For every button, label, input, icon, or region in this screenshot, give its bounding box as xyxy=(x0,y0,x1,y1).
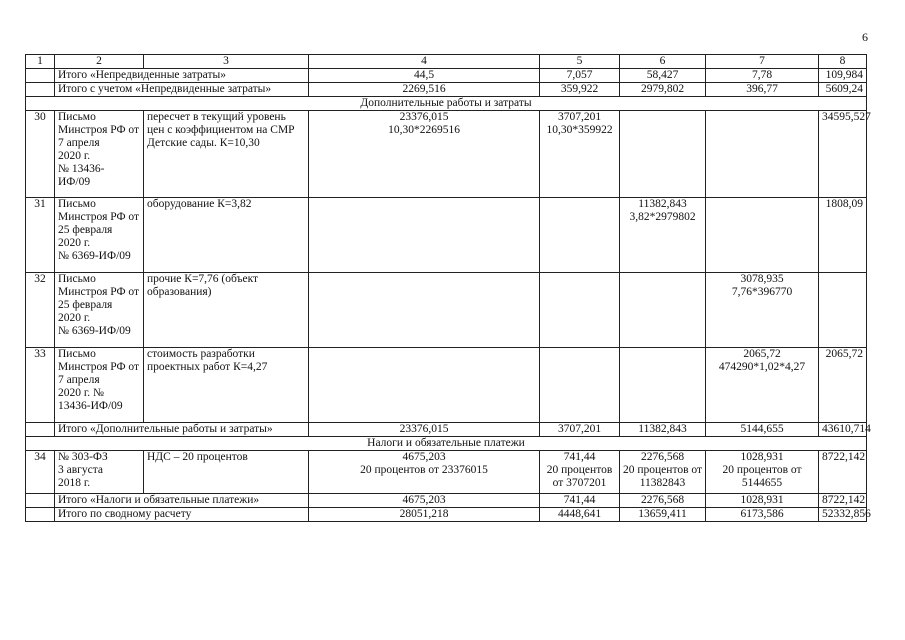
column-number-row xyxy=(26,55,867,69)
column-number: 8 xyxy=(819,55,867,69)
value-cell: 3078,935 7,76*396770 xyxy=(706,273,819,348)
total-row xyxy=(26,494,867,508)
value-cell xyxy=(819,273,867,348)
value-cell: 4675,203 xyxy=(309,494,540,508)
summary-estimate-table xyxy=(25,54,871,522)
column-number: 7 xyxy=(706,55,819,69)
value-cell: 23376,015 xyxy=(309,423,540,437)
value-cell: 13659,411 xyxy=(620,508,706,522)
basis-document: Письмо Минстроя РФ от 25 февраля 2020 г. № 6369-ИФ/09 xyxy=(55,198,144,273)
table-row xyxy=(26,111,867,198)
value-cell xyxy=(540,273,620,348)
value-cell: 34595,527 xyxy=(819,111,867,198)
total-label: Итого «Непредвиденные затраты» xyxy=(55,69,309,83)
section-header-row xyxy=(26,437,867,451)
value-cell: 1808,09 xyxy=(819,198,867,273)
basis-document: Письмо Минстроя РФ от 7 апреля 2020 г. № 13436-ИФ/09 xyxy=(55,348,144,423)
row-number: 33 xyxy=(26,348,55,423)
value-cell: 28051,218 xyxy=(309,508,540,522)
value-cell: 2276,568 20 процентов от 11382843 xyxy=(620,451,706,494)
section-title: Дополнительные работы и затраты xyxy=(26,97,867,111)
empty-cell xyxy=(26,494,55,508)
value-cell: 2065,72 474290*1,02*4,27 xyxy=(706,348,819,423)
value-cell: 43610,714 xyxy=(819,423,867,437)
value-cell xyxy=(309,273,540,348)
value-cell: 1028,931 20 процентов от 5144655 xyxy=(706,451,819,494)
value-cell: 44,5 xyxy=(309,69,540,83)
column-number: 3 xyxy=(144,55,309,69)
value-cell: 2979,802 xyxy=(620,83,706,97)
value-cell: 5609,24 xyxy=(819,83,867,97)
value-cell: 6173,586 xyxy=(706,508,819,522)
value-cell: 4675,203 20 процентов от 23376015 xyxy=(309,451,540,494)
total-row xyxy=(26,69,867,83)
work-description: прочие К=7,76 (объект образования) xyxy=(144,273,309,348)
work-description: НДС – 20 процентов xyxy=(144,451,309,494)
page-number: 6 xyxy=(862,30,868,44)
column-number: 4 xyxy=(309,55,540,69)
empty-cell xyxy=(26,423,55,437)
total-row xyxy=(26,83,867,97)
value-cell xyxy=(706,198,819,273)
table-row xyxy=(26,198,867,273)
value-cell xyxy=(620,348,706,423)
value-cell: 58,427 xyxy=(620,69,706,83)
value-cell xyxy=(620,111,706,198)
value-cell: 359,922 xyxy=(540,83,620,97)
total-label: Итого с учетом «Непредвиденные затраты» xyxy=(55,83,309,97)
value-cell: 741,44 20 процентов от 3707201 xyxy=(540,451,620,494)
section-title: Налоги и обязательные платежи xyxy=(26,437,867,451)
value-cell xyxy=(540,348,620,423)
section-header-row xyxy=(26,97,867,111)
value-cell: 109,984 xyxy=(819,69,867,83)
row-number: 32 xyxy=(26,273,55,348)
grand-total-row xyxy=(26,508,867,522)
empty-cell xyxy=(26,83,55,97)
value-cell: 5144,655 xyxy=(706,423,819,437)
value-cell: 2269,516 xyxy=(309,83,540,97)
work-description: стоимость разработки проектных работ К=4,27 xyxy=(144,348,309,423)
value-cell: 4448,641 xyxy=(540,508,620,522)
table-row xyxy=(26,451,867,494)
basis-document: № 303-ФЗ 3 августа 2018 г. xyxy=(55,451,144,494)
value-cell: 23376,015 10,30*2269516 xyxy=(309,111,540,198)
table-row xyxy=(26,348,867,423)
value-cell: 2276,568 xyxy=(620,494,706,508)
value-cell: 3707,201 xyxy=(540,423,620,437)
value-cell: 8722,142 xyxy=(819,494,867,508)
value-cell xyxy=(309,198,540,273)
value-cell xyxy=(620,273,706,348)
value-cell: 11382,843 xyxy=(620,423,706,437)
basis-document: Письмо Минстроя РФ от 7 апреля 2020 г. № 13436- ИФ/09 xyxy=(55,111,144,198)
value-cell: 52332,856 xyxy=(819,508,867,522)
empty-cell xyxy=(26,508,55,522)
value-cell: 2065,72 xyxy=(819,348,867,423)
value-cell: 11382,843 3,82*2979802 xyxy=(620,198,706,273)
value-cell: 8722,142 xyxy=(819,451,867,494)
total-row xyxy=(26,423,867,437)
work-description: пересчет в текущий уровень цен с коэффициентом на СМР Детские сады. К=10,30 xyxy=(144,111,309,198)
value-cell: 7,057 xyxy=(540,69,620,83)
value-cell: 7,78 xyxy=(706,69,819,83)
value-cell: 396,77 xyxy=(706,83,819,97)
total-label: Итого «Дополнительные работы и затраты» xyxy=(55,423,309,437)
value-cell: 741,44 xyxy=(540,494,620,508)
value-cell xyxy=(540,198,620,273)
value-cell: 3707,201 10,30*359922 xyxy=(540,111,620,198)
column-number: 1 xyxy=(26,55,55,69)
value-cell xyxy=(706,111,819,198)
row-number: 30 xyxy=(26,111,55,198)
value-cell: 1028,931 xyxy=(706,494,819,508)
column-number: 6 xyxy=(620,55,706,69)
total-label: Итого по сводному расчету xyxy=(55,508,309,522)
table-row xyxy=(26,273,867,348)
column-number: 5 xyxy=(540,55,620,69)
total-label: Итого «Налоги и обязательные платежи» xyxy=(55,494,309,508)
row-number: 34 xyxy=(26,451,55,494)
empty-cell xyxy=(26,69,55,83)
row-number: 31 xyxy=(26,198,55,273)
work-description: оборудование К=3,82 xyxy=(144,198,309,273)
column-number: 2 xyxy=(55,55,144,69)
basis-document: Письмо Минстроя РФ от 25 февраля 2020 г. № 6369-ИФ/09 xyxy=(55,273,144,348)
value-cell xyxy=(309,348,540,423)
